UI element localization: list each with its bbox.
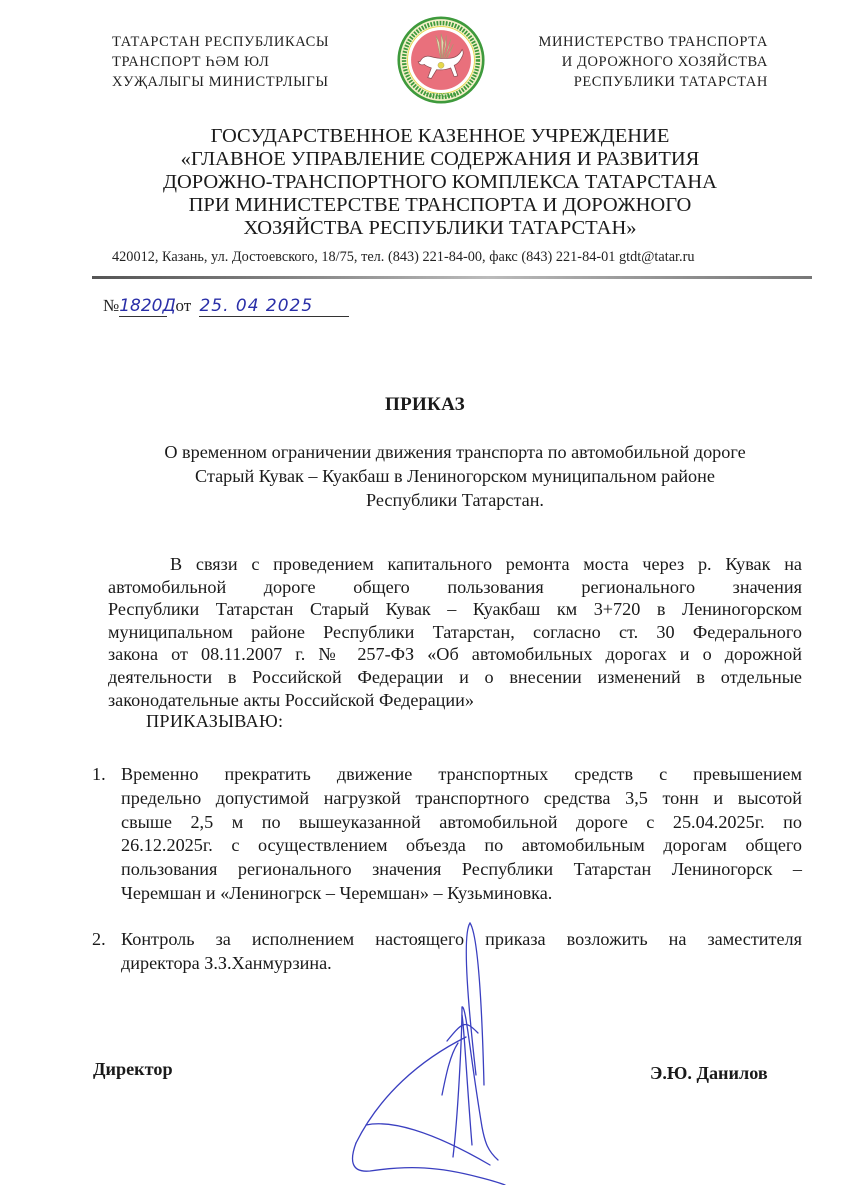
preamble-line: В связи с проведением капитального ремонта моста через р. Кувак на — [170, 554, 802, 574]
order-item-text — [121, 763, 802, 906]
letterhead-line: И ДОРОЖНОГО ХОЗЯЙСТВА — [561, 54, 768, 70]
subject-line: О временном ограничении движения транспорта по автомобильной дороге — [164, 442, 746, 462]
subject-line: Старый Кувак – Куакбаш в Лениногорском муниципальном районе — [195, 466, 715, 486]
document-title: ПРИКАЗ — [384, 394, 466, 415]
order-item-line: директора З.З.Ханмурзина. — [121, 952, 332, 973]
registration-number: 1820Д — [119, 296, 176, 316]
letterhead-line: МИНИСТЕРСТВО ТРАНСПОРТА — [538, 34, 768, 50]
preamble-line: автомобильной дороге общего пользования регионального значения — [108, 576, 802, 597]
order-item-number: 1. — [92, 764, 106, 784]
registration-line — [103, 296, 349, 322]
from-label: от — [175, 296, 192, 315]
letterhead-line: РЕСПУБЛИКИ ТАТАРСТАН — [573, 74, 768, 90]
order-item-number: 2. — [92, 929, 106, 949]
document-subject — [110, 440, 800, 512]
registration-date: 25. 04 2025 — [199, 296, 349, 317]
letterhead-line: ТАТАРСТАН РЕСПУБЛИКАСЫ — [112, 34, 330, 50]
organization-address: 420012, Казань, ул. Достоевского, 18/75, тел. (843) 221-84-00, факс (843) 221-84-01 gtdt@tatar.ru — [112, 249, 695, 265]
subject-line: Республики Татарстан. — [366, 490, 544, 510]
organization-line: ГОСУДАРСТВЕННОЕ КАЗЕННОЕ УЧРЕЖДЕНИЕ — [210, 125, 670, 147]
signatory-name: Э.Ю. Данилов — [650, 1063, 768, 1083]
signatory-role: Директор — [93, 1059, 173, 1079]
letterhead-russian-ministry — [500, 32, 768, 92]
tatarstan-coat-of-arms-icon — [397, 16, 485, 104]
letterhead-line: ХУҖАЛЫГЫ МИНИСТРЛЫГЫ — [112, 74, 329, 90]
organization-line: «ГЛАВНОЕ УПРАВЛЕНИЕ СОДЕРЖАНИЯ И РАЗВИТИЯ — [180, 148, 700, 170]
order-item-line: свыше 2,5 м по вышеуказанной автомобильной дороге с 25.04.2025г. по — [121, 811, 802, 832]
letterhead-line: ТРАНСПОРТ ҺӘМ ЮЛ — [112, 54, 270, 70]
preamble-line: закона от 08.11.2007 г. № 257-ФЗ «Об автомобильных дорогах и о дорожной — [108, 644, 802, 665]
organization-line: ДОРОЖНО-ТРАНСПОРТНОГО КОМПЛЕКСА ТАТАРСТАНА — [162, 171, 717, 193]
order-item-line: Черемшан и «Лениногрск – Черемшан» – Кузьминовка. — [121, 882, 553, 903]
preamble-line: законодательные акты Российской Федерации» — [108, 689, 474, 710]
order-item — [92, 928, 802, 978]
order-item-line: предельно допустимой нагрузкой транспортного средства 3,5 тонн и высотой — [121, 787, 802, 808]
order-item-line: Временно прекратить движение транспортных средств с превышением — [121, 764, 802, 784]
organization-line: ПРИ МИНИСТЕРСТВЕ ТРАНСПОРТА И ДОРОЖНОГО — [188, 194, 692, 216]
organization-line: ХОЗЯЙСТВА РЕСПУБЛИКИ ТАТАРСТАН» — [243, 217, 637, 239]
order-item-line: Контроль за исполнением настоящего приказа возложить на заместителя — [121, 929, 802, 949]
preamble-line: муниципальном районе Республики Татарстан, согласно ст. 30 Федерального — [108, 621, 802, 642]
header-divider — [92, 276, 812, 279]
svg-text:ТАТАРСТАН: ТАТАРСТАН — [425, 92, 457, 99]
letterhead-tatar-ministry — [112, 32, 372, 92]
orders-word: ПРИКАЗЫВАЮ: — [146, 711, 284, 731]
organization-name — [90, 125, 790, 240]
number-sign: № — [103, 296, 120, 315]
preamble-line: Республики Татарстан Старый Кувак – Куакбаш км 3+720 в Лениногорском — [108, 599, 802, 620]
order-item — [92, 763, 802, 933]
preamble-line: деятельности в Российской Федерации и о внесении изменений в отдельные — [108, 666, 802, 687]
order-item-text — [121, 928, 802, 976]
order-item-line: пользования регионального значения Республики Татарстан Лениногорск – — [121, 859, 802, 880]
order-item-line: 26.12.2025г. с осуществлением объезда по автомобильным дорогам общего — [121, 835, 802, 856]
preamble-paragraph — [108, 553, 802, 711]
